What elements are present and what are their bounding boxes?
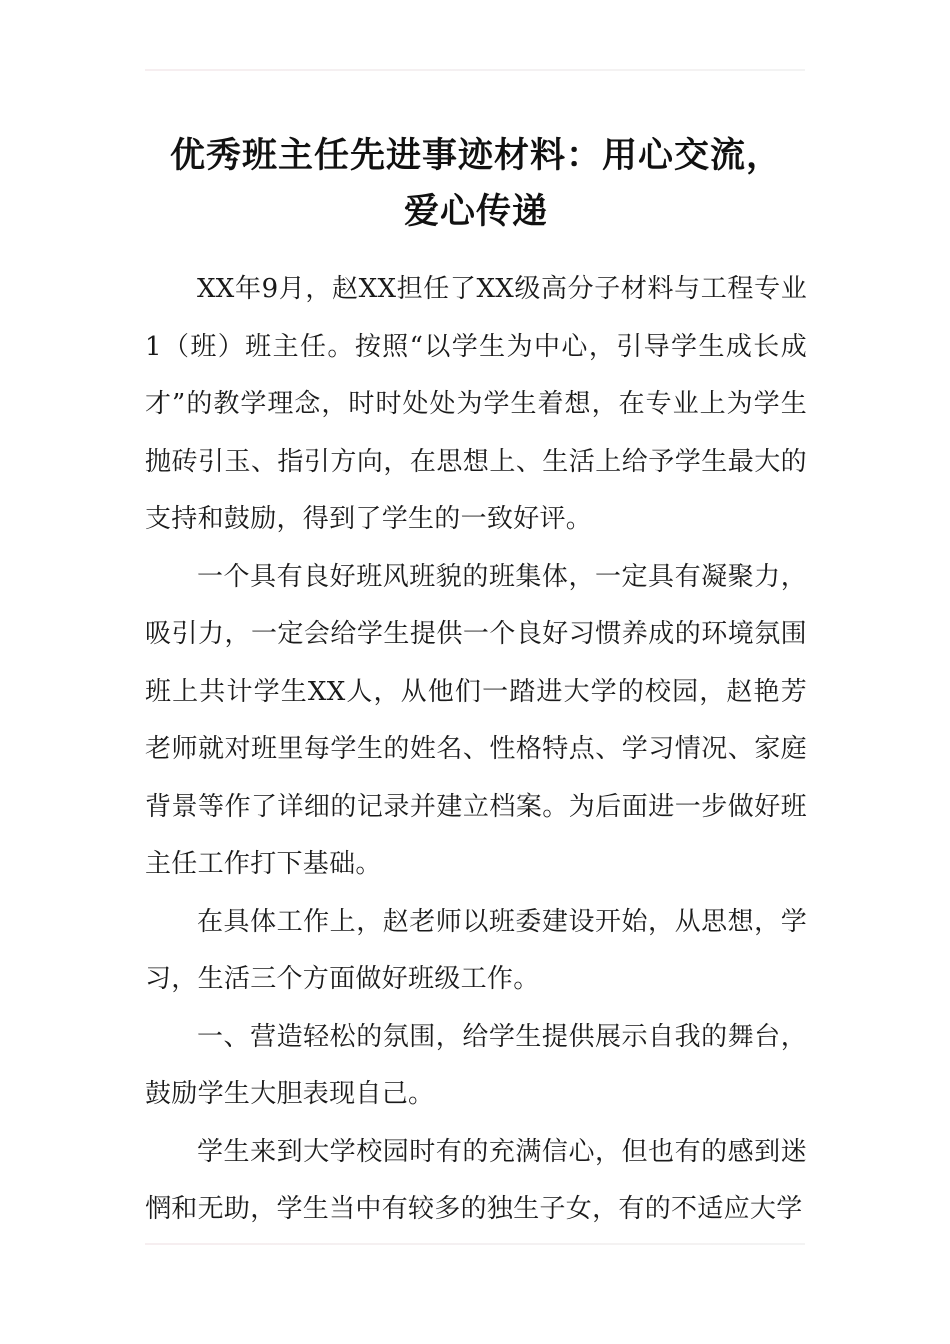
paragraph-3: 在具体工作上，赵老师以班委建设开始，从思想，学习，生活三个方面做好班级工作。 xyxy=(145,906,807,994)
paragraph-5: 学生来到大学校园时有的充满信心，但也有的感到迷惘和无助，学生当中有较多的独生子女，有的不适应大学 xyxy=(145,1136,807,1224)
paragraph-2: 一个具有良好班风班貌的班集体，一定具有凝聚力，吸引力，一定会给学生提供一个良好习惯养成的环境氛围班上共计学生XX人，从他们一踏进大学的校园，赵艳芳老师就对班里每学生的姓名、性格特点、学习情况、家庭背景等作了详细的记录并建立档案。为后面进一步做好班主任工作打下基础。 xyxy=(145,561,807,879)
footer-rule xyxy=(145,1243,805,1245)
paragraph-1: XX年9月，赵XX担任了XX级高分子材料与工程专业1（班）班主任。按照“以学生为中心，引导学生成长成才”的教学理念，时时处处为学生着想，在专业上为学生抛砖引玉、指引方向，在思想上、生活上给予学生最大的支持和鼓励，得到了学生的一致好评。 xyxy=(145,274,807,534)
document-page xyxy=(145,128,807,1239)
header-rule xyxy=(145,69,805,71)
document-body xyxy=(145,261,807,1239)
paragraph-4: 一、营造轻松的氛围，给学生提供展示自我的舞台，鼓励学生大胆表现自己。 xyxy=(145,1021,807,1109)
document-title xyxy=(145,128,807,240)
title-line-2: 爱心传递 xyxy=(403,191,548,232)
title-line-1: 优秀班主任先进事迹材料：用心交流， xyxy=(169,135,782,176)
